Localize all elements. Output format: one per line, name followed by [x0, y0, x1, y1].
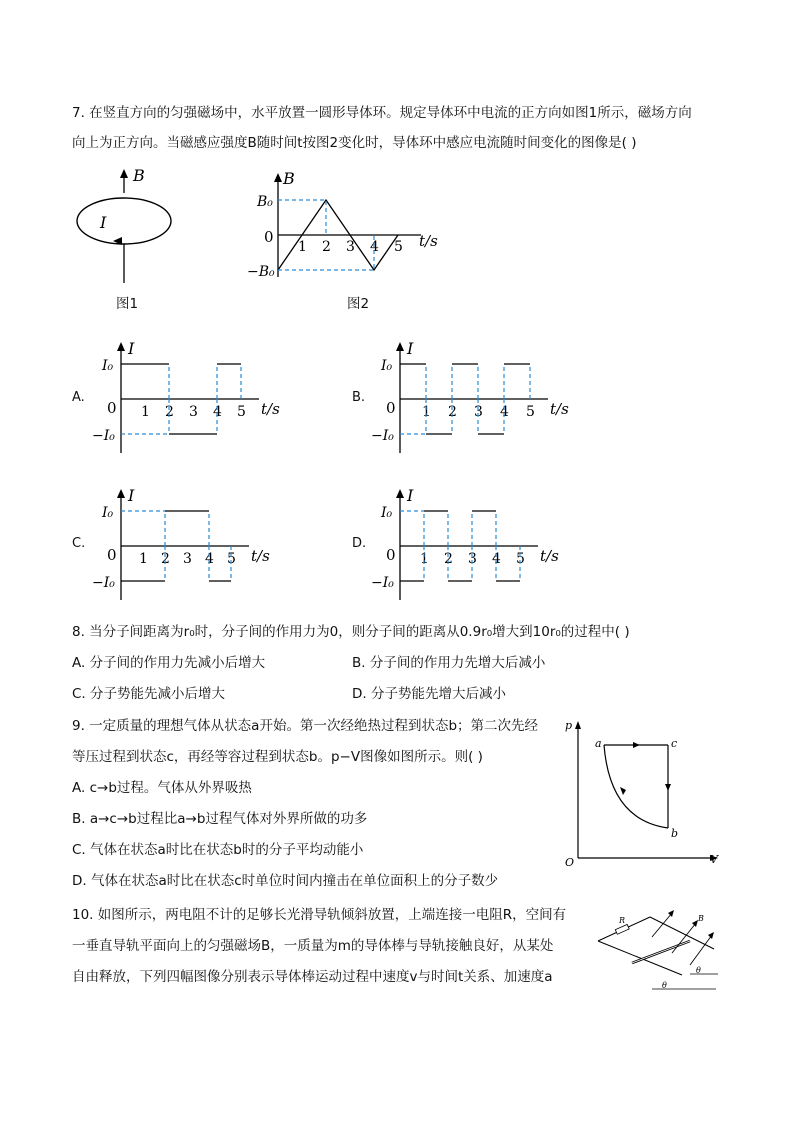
opt-tick-3: 3 — [183, 551, 192, 567]
q7-stem-line2: 向上为正方向。当磁感应强度B随时间t按图2变化时，导体环中感应电流随时间变化的图像是( ) — [72, 135, 637, 151]
q8-option-b[interactable]: B. 分子间的作用力先增大后减小 — [352, 655, 546, 671]
opt-tick-5: 5 — [227, 551, 236, 567]
opt-tick-pos: I₀ — [381, 505, 393, 521]
opt-tick-neg: −I₀ — [371, 428, 394, 444]
opt-tick-pos: I₀ — [381, 358, 393, 374]
fig2-tick-2: 2 — [322, 239, 331, 255]
pv-axis-v: V — [710, 853, 718, 866]
opt-tick-2: 2 — [161, 551, 170, 567]
option-c-graph[interactable] — [88, 482, 298, 607]
opt-tick-3: 3 — [474, 404, 483, 420]
figure-1-ring — [70, 165, 190, 290]
option-a-label[interactable]: A. — [72, 390, 85, 405]
fig2-tick-3: 3 — [346, 239, 355, 255]
fig2-tick-4: 4 — [370, 239, 379, 255]
fig2-tick-1: 1 — [298, 239, 307, 255]
fig10-theta-2: θ — [696, 966, 701, 975]
q9-option-c[interactable]: C. 气体在状态a时比在状态b时的分子平均动能小 — [72, 842, 364, 858]
opt-tick-3: 3 — [189, 404, 198, 420]
pv-state-c: c — [671, 737, 678, 750]
opt-y-arrow — [396, 342, 404, 351]
fig2-caption: 图2 — [347, 296, 370, 312]
opt-tick-neg: −I₀ — [92, 575, 115, 591]
opt-y-label: I — [407, 339, 414, 358]
fig1-current-label: I — [100, 213, 107, 232]
opt-tick-zero: 0 — [386, 546, 396, 564]
opt-tick-5: 5 — [516, 551, 525, 567]
opt-tick-5: 5 — [237, 404, 246, 420]
pv-axis-p: p — [565, 719, 573, 732]
opt-tick-2: 2 — [448, 404, 457, 420]
q10-stem-line3: 自由释放，下列四幅图像分别表示导体棒运动过程中速度v与时间t关系、加速度a — [72, 969, 553, 985]
fig10-theta-1: θ — [662, 981, 667, 990]
pv-origin: O — [565, 856, 575, 869]
opt-tick-5: 5 — [526, 404, 535, 420]
opt-x-label: t/s — [251, 547, 270, 565]
opt-tick-zero: 0 — [386, 399, 396, 417]
q9-option-d[interactable]: D. 气体在状态a时比在状态c时单位时间内撞击在单位面积上的分子数少 — [72, 873, 499, 889]
opt-tick-3: 3 — [468, 551, 477, 567]
option-d-graph[interactable] — [367, 482, 587, 607]
option-d-label[interactable]: D. — [352, 536, 367, 551]
opt-y-label: I — [128, 339, 135, 358]
opt-x-label: t/s — [550, 400, 569, 418]
opt-y-arrow — [117, 342, 125, 351]
opt-tick-1: 1 — [139, 551, 148, 567]
q8-option-c[interactable]: C. 分子势能先减小后增大 — [72, 686, 226, 702]
opt-y-arrow — [396, 489, 404, 498]
opt-tick-4: 4 — [500, 404, 509, 420]
q8-stem: 8. 当分子间距离为r₀时，分子间的作用力为0，则分子间的距离从0.9r₀增大到10r₀的过程中( ) — [72, 624, 630, 640]
fig1-caption: 图1 — [116, 296, 139, 312]
opt-tick-4: 4 — [213, 404, 222, 420]
opt-tick-neg: −I₀ — [371, 575, 394, 591]
q8-option-a[interactable]: A. 分子间的作用力先减小后增大 — [72, 655, 266, 671]
fig2-y-arrow — [274, 173, 282, 182]
opt-x-label: t/s — [540, 547, 559, 565]
fig2-tick-neg-b0: −B₀ — [247, 264, 275, 280]
opt-tick-zero: 0 — [107, 546, 117, 564]
q10-incline-figure — [592, 905, 722, 997]
opt-tick-pos: I₀ — [102, 358, 114, 374]
pv-state-b: b — [671, 827, 679, 840]
opt-tick-1: 1 — [420, 551, 429, 567]
option-a-graph[interactable] — [88, 335, 298, 460]
option-c-label[interactable]: C. — [72, 536, 86, 551]
fig1-field-label: B — [133, 166, 145, 185]
q9-option-a[interactable]: A. c→b过程。气体从外界吸热 — [72, 780, 252, 796]
figure-2-b-t-graph — [245, 165, 445, 295]
opt-tick-1: 1 — [141, 404, 150, 420]
q9-option-b[interactable]: B. a→c→b过程比a→b过程气体对外界所做的功多 — [72, 811, 368, 827]
q8-option-d[interactable]: D. 分子势能先增大后减小 — [352, 686, 506, 702]
option-b-label[interactable]: B. — [352, 390, 366, 405]
opt-tick-2: 2 — [165, 404, 174, 420]
q9-stem-line1: 9. 一定质量的理想气体从状态a开始。第一次经绝热过程到状态b；第二次先经 — [72, 718, 539, 734]
opt-tick-zero: 0 — [107, 399, 117, 417]
fig2-guide-peak — [278, 200, 326, 235]
opt-tick-4: 4 — [205, 551, 214, 567]
fig2-x-label: t/s — [419, 232, 438, 250]
q10-stem-line2: 一垂直导轨平面向上的匀强磁场B，一质量为m的导体棒与导轨接触良好，从某处 — [72, 938, 554, 954]
opt-y-label: I — [407, 486, 414, 505]
opt-x-label: t/s — [261, 400, 280, 418]
opt-tick-pos: I₀ — [102, 505, 114, 521]
fig2-tick-b0: B₀ — [257, 194, 273, 210]
fig2-tick-5: 5 — [394, 239, 403, 255]
opt-y-label: I — [128, 486, 135, 505]
opt-tick-4: 4 — [492, 551, 501, 567]
fig2-y-label: B — [283, 169, 295, 188]
opt-tick-2: 2 — [444, 551, 453, 567]
fig10-r-label: R — [619, 916, 626, 925]
q7-stem-line1: 7. 在竖直方向的匀强磁场中，水平放置一圆形导体环。规定导体环中电流的正方向如图1所示，磁场方向 — [72, 105, 692, 121]
opt-y-arrow — [117, 489, 125, 498]
option-b-graph[interactable] — [367, 335, 587, 460]
q9-pv-graph — [560, 715, 730, 870]
fig2-tick-zero: 0 — [264, 228, 274, 246]
q10-stem-line1: 10. 如图所示，两电阻不计的足够长光滑导轨倾斜放置，上端连接一电阻R，空间有 — [72, 907, 567, 923]
q9-stem-line2: 等压过程到状态c，再经等容过程到状态b。p−V图像如图所示。则( ) — [72, 749, 483, 765]
opt-tick-neg: −I₀ — [92, 428, 115, 444]
opt-tick-1: 1 — [422, 404, 431, 420]
fig10-b-label: B — [698, 914, 704, 923]
pv-state-a: a — [595, 737, 602, 750]
